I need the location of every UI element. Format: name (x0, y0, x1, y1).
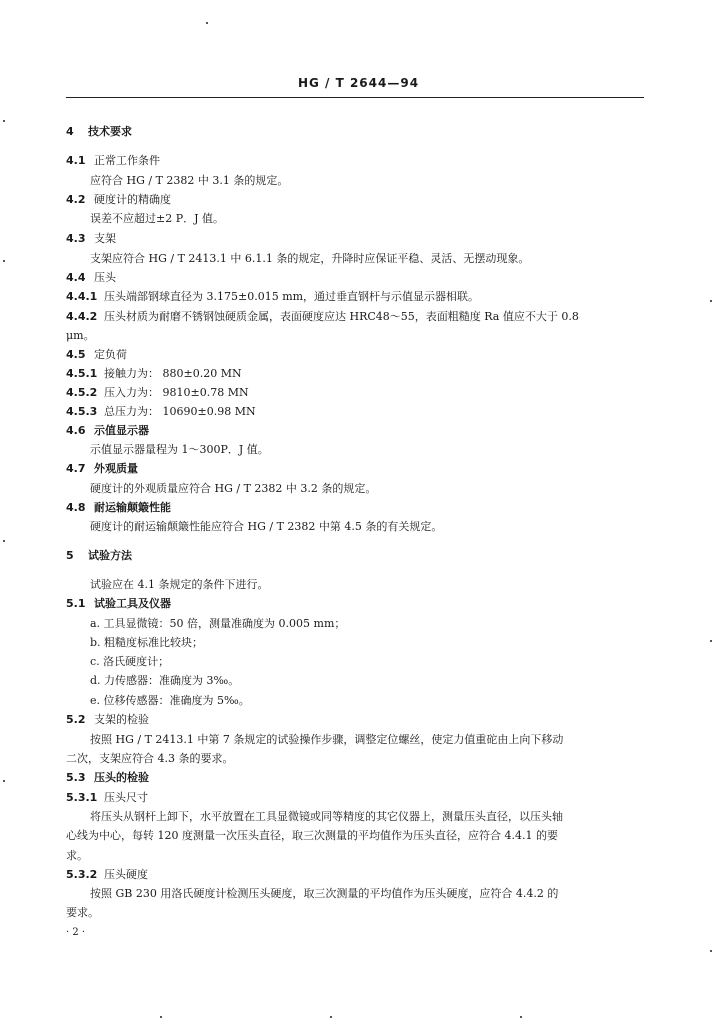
clause-4-2-text: 误差不应超过±2 P．J 值。 (90, 212, 225, 225)
clause-4-6-heading: 4.6 示值显示器 (66, 424, 149, 437)
page-number: · 2 · (66, 927, 86, 938)
scan-speck (206, 22, 208, 24)
scan-speck (3, 540, 5, 542)
instrument-item: a. 工具显微镜：50 倍，测量准确度为 0.005 mm； (90, 617, 346, 630)
clause-5-3-2-text-line1: 按照 GB 230 用洛氏硬度计检测压头硬度，取三次测量的平均值作为压头硬度，应符合 4.4.2 的 (90, 887, 559, 900)
scan-speck (3, 120, 5, 122)
clause-4-4-2-continued: μm。 (66, 329, 95, 342)
clause-4-3-text: 支架应符合 HG / T 2413.1 中 6.1.1 条的规定，升降时应保证平稳、灵活、无摆动现象。 (90, 252, 530, 265)
clause-5-2-text-line1: 按照 HG / T 2413.1 中第 7 条规定的试验操作步骤，调整定位螺丝，使定力值重砣由上向下移动 (90, 733, 564, 746)
clause-4-8-text: 硬度计的耐运输颠簸性能应符合 HG / T 2382 中第 4.5 条的有关规定。 (90, 520, 443, 533)
clause-4-6-text: 示值显示器量程为 1～300P．J 值。 (90, 443, 269, 456)
clause-4-4-1: 4.4.1 压头端部钢球直径为 3.175±0.015 mm，通过垂直钢杆与示值显示器相联。 (66, 290, 480, 303)
clause-4-5-2: 4.5.2 压入力为： 9810±0.78 MN (66, 386, 249, 399)
clause-4-3-heading: 4.3 支架 (66, 232, 116, 245)
clause-4-7-text: 硬度计的外观质量应符合 HG / T 2382 中 3.2 条的规定。 (90, 482, 377, 495)
clause-5-3-2-text-line2: 要求。 (66, 906, 99, 919)
section-5-intro: 试验应在 4.1 条规定的条件下进行。 (90, 578, 269, 591)
scan-speck (710, 950, 712, 952)
scan-speck (710, 640, 712, 642)
page-header: HG / T 2644—94 (297, 76, 420, 90)
clause-5-3-2-heading: 5.3.2 压头硬度 (66, 868, 148, 881)
clause-5-3-1-text-line2: 心线为中心，每转 120 度测量一次压头直径，取三次测量的平均值作为压头直径，应符合 4.4.1 的要 (66, 829, 558, 842)
instrument-item: e. 位移传感器：准确度为 5‰。 (90, 694, 250, 707)
clause-4-1-heading: 4.1 正常工作条件 (66, 154, 160, 167)
clause-5-3-1-heading: 5.3.1 压头尺寸 (66, 791, 148, 804)
header-rule (66, 97, 644, 98)
scan-speck (330, 1016, 332, 1018)
instrument-item: b. 粗糙度标准比较块； (90, 636, 204, 649)
clause-5-2-heading: 5.2 支架的检验 (66, 713, 149, 726)
clause-5-1-heading: 5.1 试验工具及仪器 (66, 597, 171, 610)
clause-4-2-heading: 4.2 硬度计的精确度 (66, 193, 171, 206)
clause-4-5-3: 4.5.3 总压力为： 10690±0.98 MN (66, 405, 256, 418)
clause-5-3-1-text-line1: 将压头从钢杆上卸下，水平放置在工具显微镜或同等精度的其它仪器上，测量压头直径，以压头轴 (90, 810, 563, 823)
clause-4-8-heading: 4.8 耐运输颠簸性能 (66, 501, 171, 514)
scan-speck (3, 780, 5, 782)
clause-5-2-text-line2: 二次，支架应符合 4.3 条的要求。 (66, 752, 234, 765)
section-4-heading: 4 技术要求 (66, 125, 132, 138)
instrument-item: d. 力传感器：准确度为 3‰。 (90, 674, 240, 687)
clause-4-4-2: 4.4.2 压头材质为耐磨不锈钢蚀硬质金属，表面硬度应达 HRC48～55，表面粗糙度 Ra 值应不大于 0.8 (66, 310, 579, 323)
clause-4-5-1: 4.5.1 接触力为： 880±0.20 MN (66, 367, 242, 380)
scan-speck (160, 1016, 162, 1018)
scan-speck (520, 1016, 522, 1018)
clause-4-5-heading: 4.5 定负荷 (66, 348, 127, 361)
instrument-item: c. 洛氏硬度计； (90, 655, 170, 668)
section-5-heading: 5 试验方法 (66, 549, 132, 562)
clause-4-7-heading: 4.7 外观质量 (66, 462, 138, 475)
scan-speck (3, 260, 5, 262)
scan-speck (710, 300, 712, 302)
clause-4-4-heading: 4.4 压头 (66, 271, 116, 284)
clause-5-3-heading: 5.3 压头的检验 (66, 771, 149, 784)
clause-4-1-text: 应符合 HG / T 2382 中 3.1 条的规定。 (90, 174, 289, 187)
clause-5-3-1-text-line3: 求。 (66, 849, 88, 862)
